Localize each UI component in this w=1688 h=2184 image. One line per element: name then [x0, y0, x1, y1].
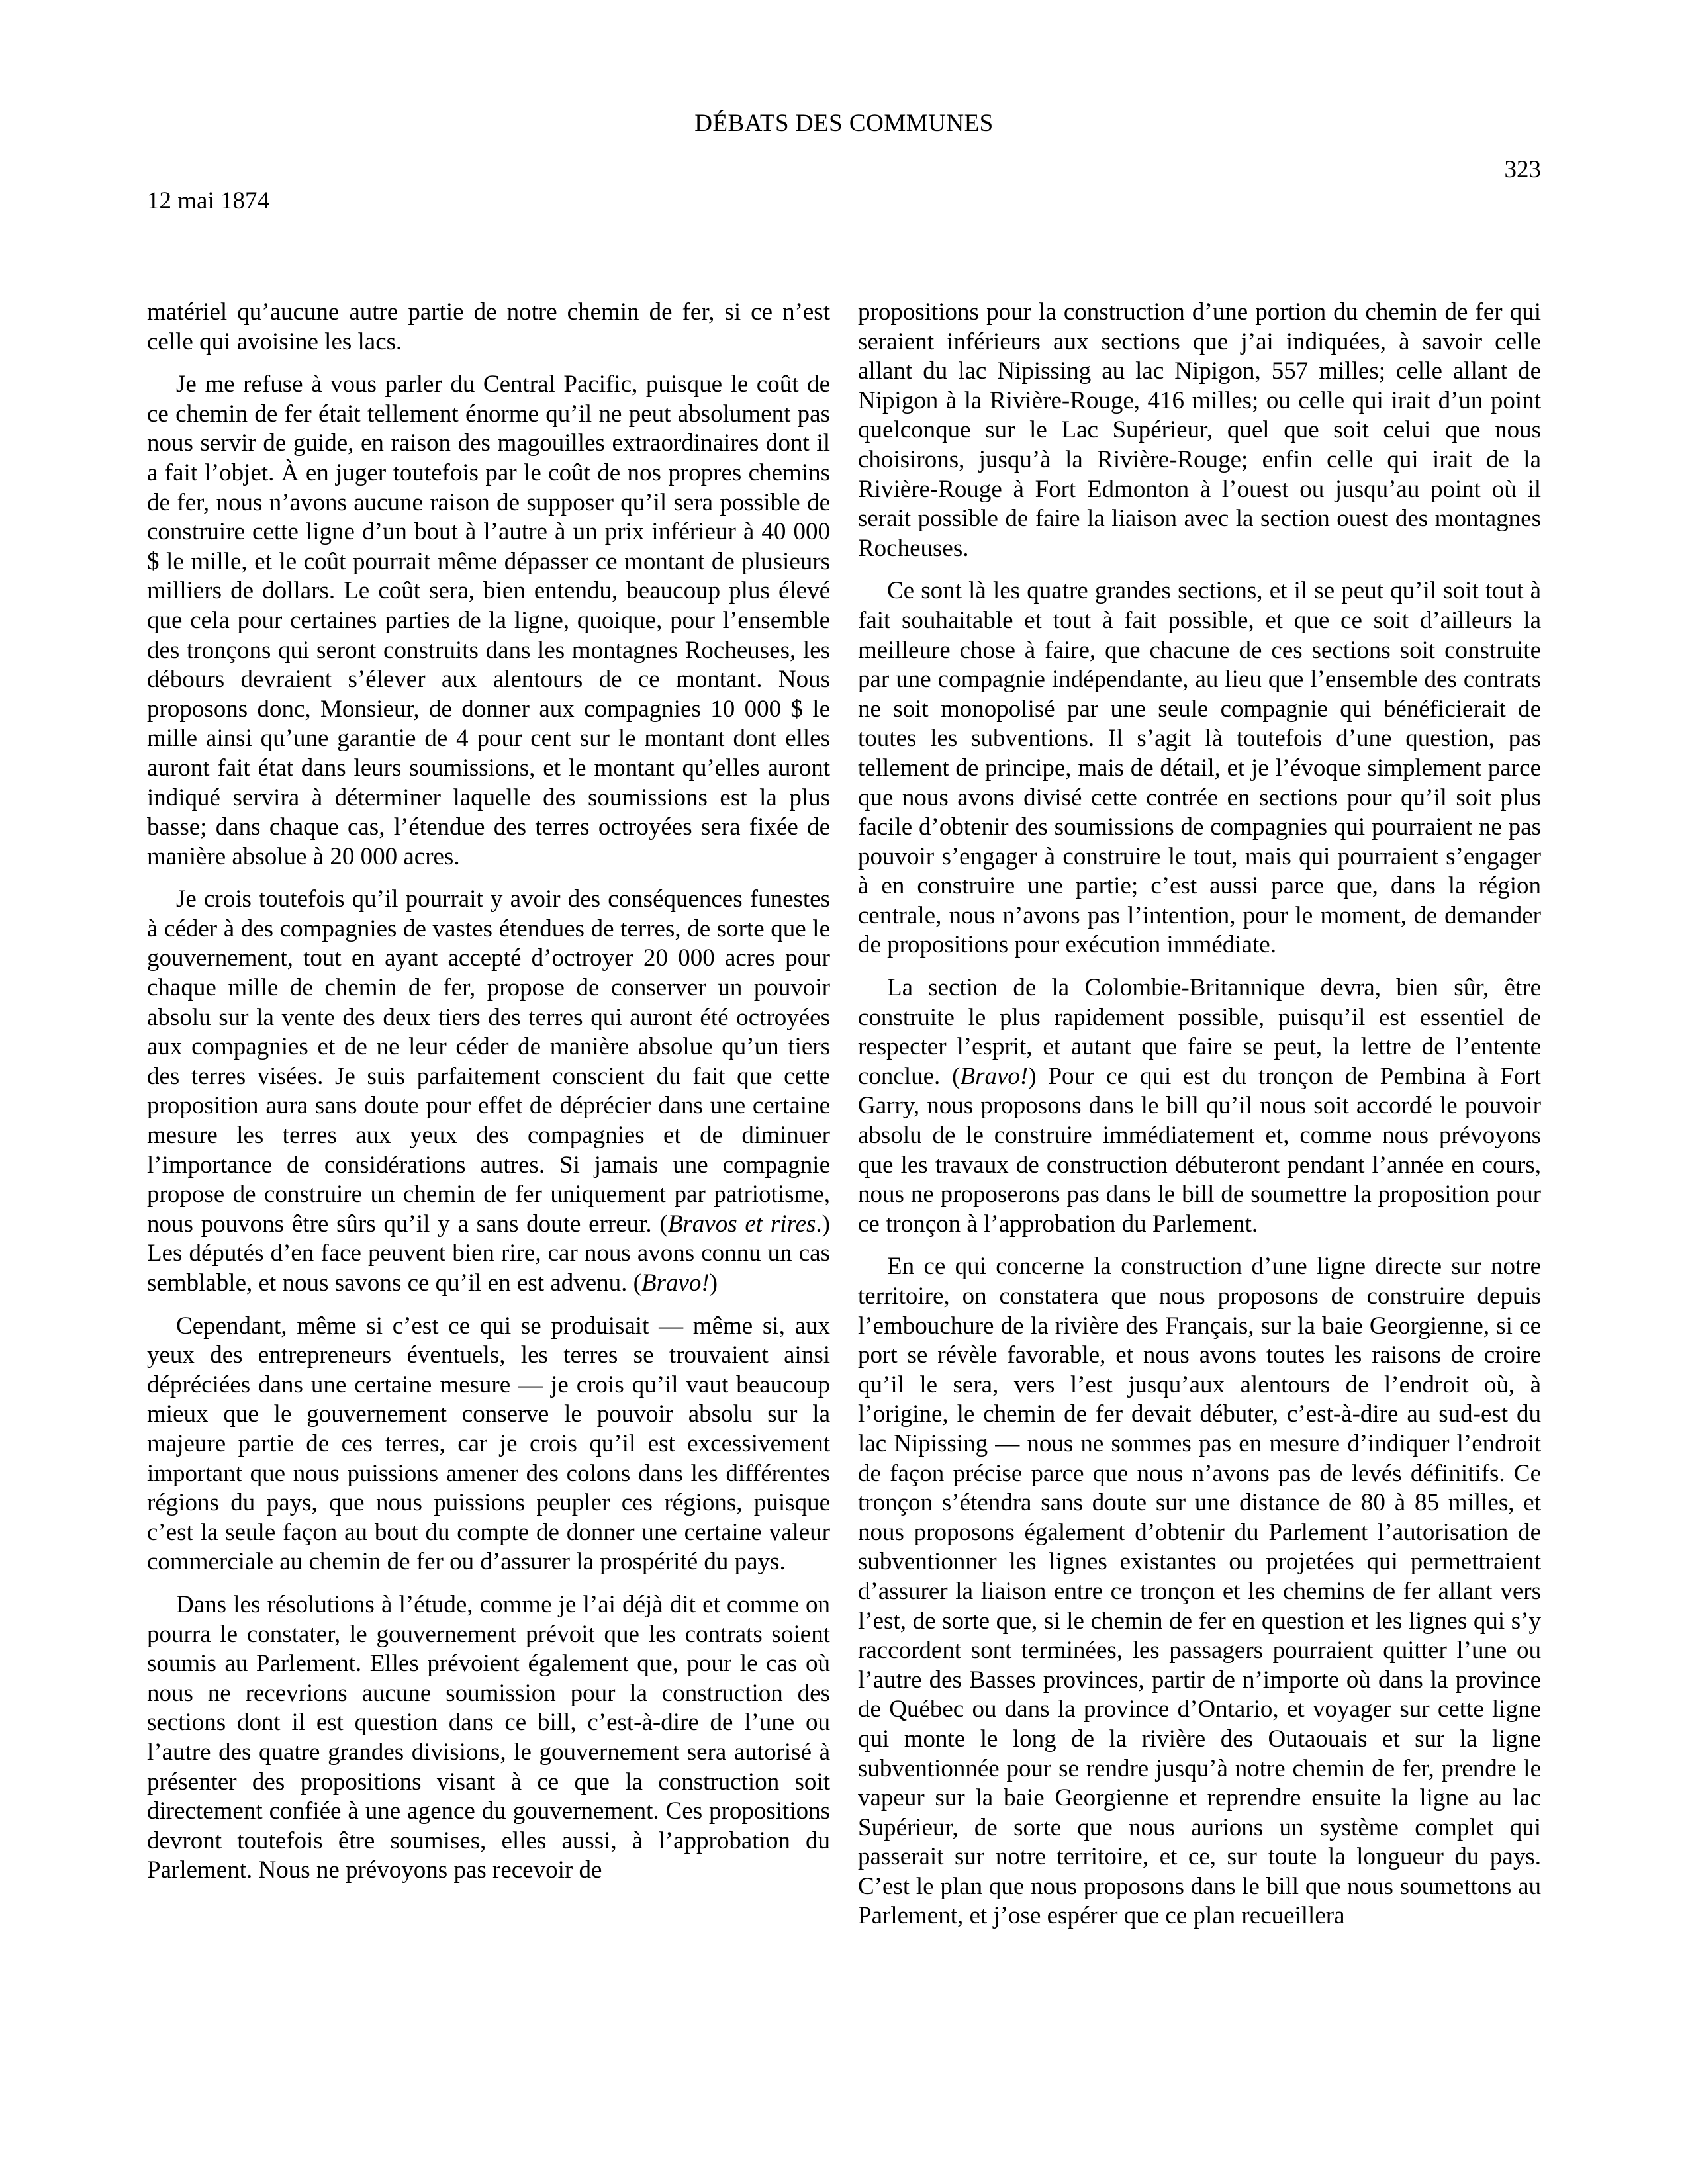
paragraph: Dans les résolutions à l’étude, comme je l’ai déjà dit et comme on pourra le constater, le gouvernement prévoit que les contrats soient soumis au Parlement. Elles prévoient également que, pour le cas où nous ne recevrions aucune soumission pour la construction des sections dont il est question dans ce bill, c’est-à-dire de l’une ou l’autre des quatre grandes divisions, le gouvernement sera autorisé à présenter des propositions visant à ce que la construction soit directement confiée à une agence du gouvernement. Ces propositions devront toutefois être soumises, elles aussi, à l’approbation du Parlement. Nous ne prévoyons pas recevoir de	[147, 1590, 830, 1884]
left-column	[147, 298, 830, 1899]
paragraph	[147, 885, 830, 1298]
paragraph: propositions pour la construction d’une portion du chemin de fer qui seraient inférieurs aux sections que j’ai indiquées, à savoir celle allant du lac Nipissing au lac Nipigon, 557 milles; celle allant de Nipigon à la Rivière-Rouge, 416 milles; ou celle qui irait d’un point quelconque sur le Lac Supérieur, quel que soit celui que nous choisirons, jusqu’à la Rivière-Rouge; enfin celle qui irait de la Rivière-Rouge à Fort Edmonton à l’ouest ou jusqu’au point où il serait possible de faire la liaison avec la section ouest des montagnes Rocheuses.	[858, 298, 1541, 562]
session-date: 12 mai 1874	[147, 187, 269, 214]
italic-interjection: Bravo!	[960, 1062, 1029, 1090]
page-number: 323	[1504, 156, 1541, 183]
paragraph-text: La section de la Colombie-Britannique devra, bien sûr, être construite le plus rapidement possible, puisqu’il est essentiel de respecter l’esprit, et autant que faire se peut, la lettre de l’entente conclue. (	[858, 974, 1541, 1090]
paragraph: En ce qui concerne la construction d’une ligne directe sur notre territoire, on constatera que nous proposons de construire depuis l’embouchure de la rivière des Français, sur la baie Georgienne, si ce port se révèle favorable, et nous avons toutes les raisons de croire qu’il le sera, vers l’est jusqu’aux alentours de l’endroit où, à l’origine, le chemin de fer devait débuter, c’est-à-dire au sud-est du lac Nipissing — nous ne sommes pas en mesure d’indiquer l’endroit de façon précise parce que nous n’avons pas de levés définitifs. Ce tronçon s’étendra sans doute sur une distance de 80 à 85 milles, et nous proposons également d’obtenir du Parlement l’autorisation de subventionner les lignes existantes ou projetées qui permettraient d’assurer la liaison entre ce tronçon et les chemins de fer allant vers l’est, de sorte que, si le chemin de fer en question et les lignes qui s’y raccordent sont terminées, les passagers pourraient quitter l’une ou l’autre des Basses provinces, partir de n’importe où dans la province de Québec ou dans la province d’Ontario, et voyager sur cette ligne qui monte le long de la rivière des Outaouais et sur la ligne subventionnée pour se rendre jusqu’à notre chemin de fer, prendre le vapeur sur la baie Georgienne et reprendre ensuite la ligne au lac Supérieur, de sorte que nous aurions un système complet qui passerait sur notre territoire, et ce, sur toute la longueur du pays. C’est le plan que nous proposons dans le bill que nous soumettons au Parlement, et j’ose espérer que ce plan recueillera	[858, 1253, 1541, 1930]
paragraph: Ce sont là les quatre grandes sections, et il se peut qu’il soit tout à fait souhaitable et tout à fait possible, et que ce soit d’ailleurs la meilleure chose à faire, que chacune de ces sections soit construite par une compagnie indépendante, au lieu que l’ensemble des contrats ne soit monopolisé par une seule compagnie qui bénéficierait de toutes les subventions. Il s’agit là toutefois d’une question, pas tellement de principe, mais de détail, et je l’évoque simplement parce que nous avons divisé cette contrée en sections pour qu’il soit plus facile d’obtenir des soumissions de compagnies qui pourraient ne pas pouvoir s’engager à construire le tout, mais qui pourraient s’engager à en construire une partie; c’est aussi parce que, dans la région centrale, nous n’avons pas l’intention, pour le moment, de demander de propositions pour exécution immédiate.	[858, 577, 1541, 959]
page-header-title: DÉBATS DES COMMUNES	[694, 110, 994, 137]
paragraph-text: Je crois toutefois qu’il pourrait y avoir des conséquences funestes à céder à des compagnies de vastes étendues de terres, de sorte que le gouvernement, tout en ayant accepté d’octroyer 20 000 acres pour chaque mille de chemin de fer, propose de conserver un pouvoir absolu sur la vente des deux tiers des terres qui auront été octroyées aux compagnies et de ne leur céder de manière absolue qu’un tiers des terres visées. Je suis parfaitement conscient du fait que cette proposition aura sans doute pour effet de déprécier dans une certaine mesure les terres aux yeux des compagnies et de diminuer l’importance de considérations autres. Si jamais une compagnie propose de construire un chemin de fer uniquement par patriotisme, nous pouvons être sûrs qu’il y a sans doute erreur. (	[147, 886, 830, 1238]
paragraph-text: .) Les députés d’en face peuvent bien rire, car nous avons connu un cas semblable, et nous savons ce qu’il en est advenu. (	[147, 1210, 830, 1297]
paragraph: Cependant, même si c’est ce qui se produisait — même si, aux yeux des entrepreneurs éventuels, les terres se trouvaient ainsi dépréciées dans une certaine mesure — je crois qu’il vaut beaucoup mieux que le gouvernement conserve le pouvoir absolu sur la majeure partie de ces terres, car je crois qu’il est excessivement important que nous puissions amener des colons dans les différentes régions du pays, que nous puissions peupler ces régions, puisque c’est la seule façon au bout du compte de donner une certaine valeur commerciale au chemin de fer ou d’assurer la prospérité du pays.	[147, 1312, 830, 1576]
paragraph: Je me refuse à vous parler du Central Pacific, puisque le coût de ce chemin de fer était tellement énorme qu’il ne peut absolument pas nous servir de guide, en raison des magouilles extraordinaires dont il a fait l’objet. À en juger toutefois par le coût de nos propres chemins de fer, nous n’avons aucune raison de supposer qu’il sera possible de construire cette ligne d’un bout à l’autre à un prix inférieur à 40 000 $ le mille, et le coût pourrait même dépasser ce montant de plusieurs milliers de dollars. Le coût sera, bien entendu, beaucoup plus élevé que cela pour certaines parties de la ligne, quoique, pour l’ensemble des tronçons qui seront construits dans les montagnes Rocheuses, les débours devraient s’élever aux alentours de ce montant. Nous proposons donc, Monsieur, de donner aux compagnies 10 000 $ le mille ainsi qu’une garantie de 4 pour cent sur le montant dont elles auront fait état dans leurs soumissions, et le montant qu’elles auront indiqué servira à déterminer laquelle des soumissions est la plus basse; dans chaque cas, l’étendue des terres octroyées sera fixée de manière absolue à 20 000 acres.	[147, 371, 830, 870]
paragraph-text: ) Pour ce qui est du tronçon de Pembina à Fort Garry, nous proposons dans le bill qu’il nous soit accordé le pouvoir absolu de le construire immédiatement et, comme nous prévoyons que les travaux de construction débuteront pendant l’année en cours, nous ne proposerons pas dans le bill de soumettre la proposition pour ce tronçon à l’approbation du Parlement.	[858, 1062, 1541, 1238]
paragraph-text: )	[709, 1269, 718, 1297]
paragraph	[858, 974, 1541, 1239]
italic-interjection: Bravos et rires	[667, 1210, 816, 1238]
paragraph: matériel qu’aucune autre partie de notre chemin de fer, si ce n’est celle qui avoisine les lacs.	[147, 298, 830, 355]
right-column	[858, 298, 1541, 1944]
italic-interjection: Bravo!	[641, 1269, 710, 1297]
